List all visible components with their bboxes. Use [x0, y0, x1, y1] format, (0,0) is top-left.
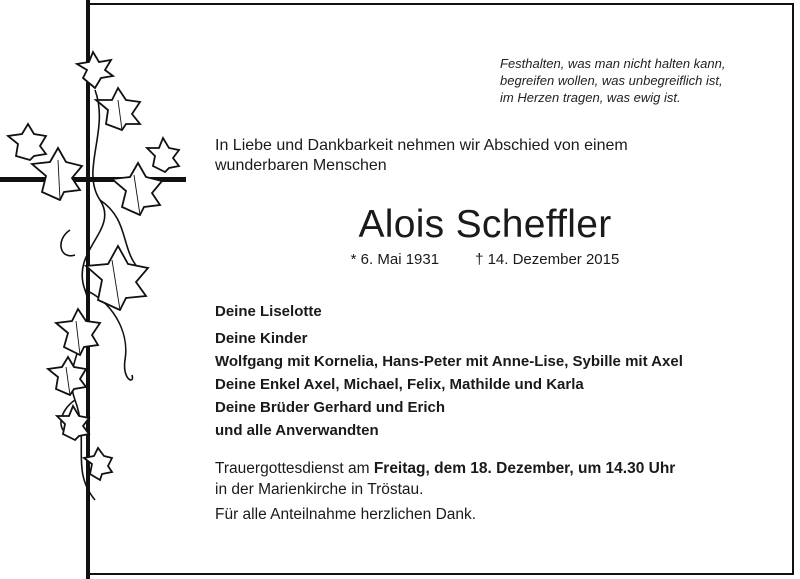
- intro-line: wunderbaren Menschen: [215, 157, 387, 174]
- life-dates: [215, 250, 755, 270]
- mourner-relatives: und alle Anverwandten: [215, 422, 379, 439]
- death-date: † 14. Dezember 2015: [475, 251, 620, 268]
- intro-line: In Liebe und Dankbarkeit nehmen wir Abschied von einem: [215, 137, 628, 154]
- quote-line: begreifen wollen, was unbegreiflich ist,: [500, 73, 723, 88]
- service-prefix: Trauergottesdienst am: [215, 460, 374, 477]
- quote-line: im Herzen tragen, was ewig ist.: [500, 90, 681, 105]
- thanks-line: Für alle Anteilnahme herzlichen Dank.: [215, 506, 477, 523]
- quote-line: Festhalten, was man nicht halten kann,: [500, 56, 726, 71]
- mourner-brothers: Deine Brüder Gerhard und Erich: [215, 399, 446, 416]
- mourners-list: [215, 300, 775, 442]
- service-datetime: Freitag, dem 18. Dezember, um 14.30 Uhr: [373, 460, 676, 477]
- quote: [500, 55, 790, 106]
- birth-date: * 6. Mai 1931: [350, 251, 440, 268]
- service-location: in der Marienkirche in Tröstau.: [215, 481, 424, 498]
- service-line: [215, 458, 775, 479]
- mourner-children: Wolfgang mit Kornelia, Hans-Peter mit Anne-Lise, Sybille mit Axel: [215, 353, 683, 370]
- mourner-partner: Deine Liselotte: [215, 303, 322, 320]
- mourner-children-heading: Deine Kinder: [215, 330, 308, 347]
- mourner-grandchildren: Deine Enkel Axel, Michael, Felix, Mathilde und Karla: [215, 376, 584, 393]
- intro-text: [215, 136, 735, 176]
- cross-with-ivy-icon: [0, 0, 200, 579]
- deceased-name: Alois Scheffler: [358, 203, 612, 246]
- service-info: [215, 458, 775, 525]
